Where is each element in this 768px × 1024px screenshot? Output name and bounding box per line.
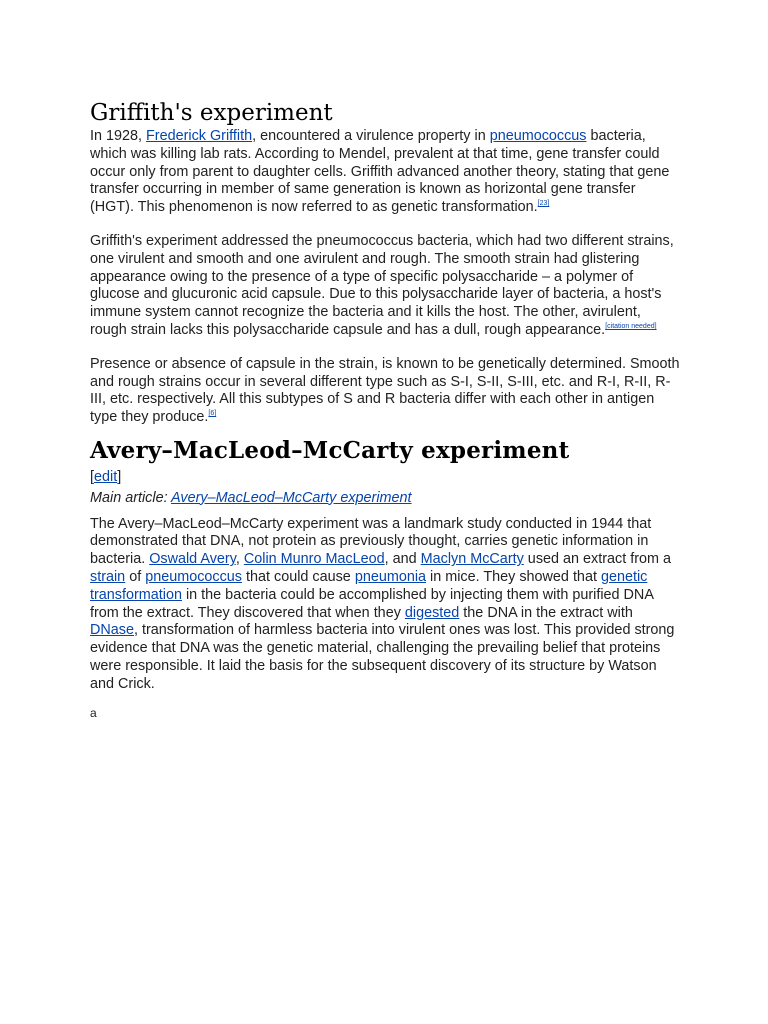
link-maclyn-mccarty[interactable]: Maclyn McCarty — [420, 551, 524, 568]
link-digested[interactable]: digested — [404, 604, 460, 621]
link-oswald-avery[interactable]: Oswald Avery — [149, 551, 236, 568]
link-strain[interactable]: strain — [90, 568, 126, 585]
main-article-link[interactable]: Avery–MacLeod–McCarty experiment — [171, 489, 412, 506]
text-span: , encountered a virulence property in — [252, 128, 490, 144]
paragraph-griffith-intro — [90, 128, 680, 217]
main-article-note — [90, 490, 680, 508]
paragraph-griffith-strains — [90, 233, 680, 340]
text-span: , and — [384, 551, 421, 568]
edit-bracket-open: [ — [90, 468, 94, 485]
reference-link-6[interactable]: [6] — [208, 410, 217, 418]
link-genetic-transformation[interactable]: genetic transformation — [90, 568, 648, 603]
text-span: , — [235, 551, 244, 568]
text-span: Griffith's experiment addressed the pneumococcus bacteria, which had two different strains, one virulent and smooth and one avirulent and rough. The smooth strain had glistering appearance owing to the presence of a type of specific polysaccharide – a polymer of glucose and glucuronic acid capsule. Due to this polysaccharide layer of bacteria, a host's immune system cannot recognize the bacteria and it kills the host. The other, avirulent, rough strain lacks this polysaccharide capsule and has a dull, rough appearance. — [90, 232, 674, 338]
text-span: the DNA in the extract with — [459, 604, 633, 621]
section-heading-wrapper — [90, 436, 680, 466]
text-span: In 1928, — [90, 128, 147, 144]
section-heading-griffith: Griffith's experiment — [90, 100, 333, 126]
paragraph-avery-experiment — [90, 516, 680, 694]
reference-link-23[interactable]: [23] — [537, 200, 550, 208]
link-colin-munro-macleod[interactable]: Colin Munro MacLeod — [243, 551, 385, 568]
text-span: in the bacteria could be accomplished by injecting them with purified DNA from the extract. They discovered that when they — [90, 586, 654, 621]
section-heading-avery: Avery–MacLeod–McCarty experiment — [90, 436, 570, 464]
paragraph-capsule-genetics — [90, 356, 680, 427]
link-pneumonia[interactable]: pneumonia — [354, 568, 427, 585]
text-span: that could cause — [242, 568, 355, 585]
link-pneumococcus-2[interactable]: pneumococcus — [145, 568, 242, 585]
text-span: in mice. They showed that — [426, 568, 601, 585]
document-page — [90, 98, 680, 721]
text-span: Presence or absence of capsule in the strain, is known to be genetically determined. Smooth and rough strains occur in several different type such as S-I, S-II, S-III, etc. and R-I, R-II, R-III, etc. respectively. All this subtypes of S and R bacteria differ with each other in antigen type they produce. — [90, 355, 680, 426]
edit-link[interactable]: edit — [94, 468, 118, 485]
edit-section-line — [90, 469, 680, 487]
text-span: bacteria, which was killing lab rats. According to Mendel, prevalent at that time, gene transfer could occur only from parent to daughter cells. Griffith advanced another theory, stating that gene transfer occurring in member of same generation is known as horizontal gene transfer (HGT). This phenomenon is now referred to as genetic transformation. — [90, 128, 670, 216]
text-span: used an extract from a — [523, 551, 671, 568]
link-dnase[interactable]: DNase — [90, 622, 134, 639]
text-span: The Avery–MacLeod–McCarty experiment was a landmark study conducted in 1944 that demonstrated that DNA, not protein as previously thought, carries genetic information in bacteria. — [90, 515, 652, 568]
citation-needed-link[interactable]: [citation needed] — [605, 322, 657, 330]
stray-character: a — [90, 705, 97, 720]
text-span: , transformation of harmless bacteria into virulent ones was lost. This provided strong evidence that DNA was the genetic material, challenging the prevailing belief that proteins were responsible. It laid the basis for the subsequent discovery of its structure by Watson and Crick. — [90, 622, 675, 692]
link-pneumococcus[interactable]: pneumococcus — [489, 128, 587, 144]
text-span: of — [125, 568, 146, 585]
edit-bracket-close: ] — [117, 468, 122, 485]
main-article-prefix: Main article: — [90, 489, 172, 506]
link-frederick-griffith[interactable]: Frederick Griffith — [146, 128, 253, 144]
